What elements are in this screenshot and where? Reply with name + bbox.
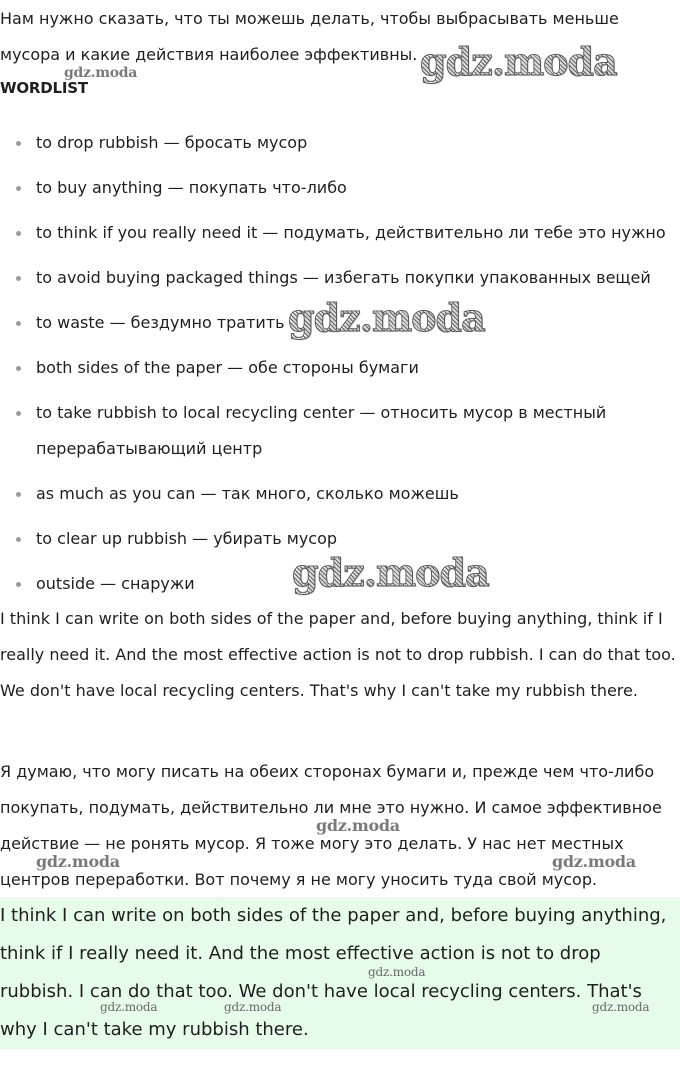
list-item	[0, 215, 680, 251]
watermark-logo: gdz.moda	[224, 1000, 282, 1014]
list-item	[0, 170, 680, 206]
intro-text: Нам нужно сказать, что ты можешь делать, чтобы выбрасывать меньше мусора и какие действия наиболее эффективны.	[0, 9, 619, 64]
bullet-icon	[16, 186, 21, 191]
bullet-icon	[16, 276, 21, 281]
list-item-text: to take rubbish to local recycling center — относить мусор в местный перерабатывающий центр	[36, 403, 607, 458]
list-item-text: to waste — бездумно тратить	[36, 313, 285, 332]
bullet-icon	[16, 492, 21, 497]
list-item-text: to think if you really need it — подумать, действительно ли тебе это нужно	[36, 223, 666, 242]
watermark-logo: gdz.moda	[420, 39, 617, 84]
watermark-logo: gdz.moda	[100, 1000, 158, 1014]
wordlist	[0, 125, 680, 611]
list-item	[0, 395, 680, 467]
answer-russian: Я думаю, что могу писать на обеих сторонах бумаги и, прежде чем что-либо покупать, подумать, действительно ли мне это нужно. И самое эффективное действие — не ронять мусор. Я тоже могу это делать. У нас нет местных центров переработки. Вот почему я не могу уносить туда свой мусор.	[0, 762, 662, 889]
list-item-text: to clear up rubbish — убирать мусор	[36, 529, 338, 548]
list-item-text: outside — снаружи	[36, 574, 195, 593]
watermark-logo: gdz.moda	[552, 852, 636, 871]
bullet-icon	[16, 141, 21, 146]
list-item-text: to drop rubbish — бросать мусор	[36, 133, 308, 152]
highlight-block	[0, 897, 680, 1049]
watermark-logo: gdz.moda	[64, 65, 138, 81]
watermark-logo: gdz.moda	[368, 965, 426, 979]
bullet-icon	[16, 537, 21, 542]
bullet-icon	[16, 582, 21, 587]
watermark-logo: gdz.moda	[36, 852, 120, 871]
bullet-icon	[16, 411, 21, 416]
bullet-icon	[16, 321, 21, 326]
bullet-icon	[16, 366, 21, 371]
watermark-logo: gdz.moda	[292, 550, 489, 595]
list-item	[0, 350, 680, 386]
list-item-text: both sides of the paper — обе стороны бумаги	[36, 358, 419, 377]
list-item-text: to avoid buying packaged things — избегать покупки упакованных вещей	[36, 268, 651, 287]
answer-english: I think I can write on both sides of the paper and, before buying anything, think if I really need it. And the most effective action is not to drop rubbish. I can do that too. We don't have local recycling centers. That's why I can't take my rubbish there.	[0, 609, 676, 700]
list-item-text: as much as you can — так много, сколько можешь	[36, 484, 459, 503]
list-item	[0, 125, 680, 161]
list-item	[0, 476, 680, 512]
list-item	[0, 260, 680, 296]
watermark-logo: gdz.moda	[288, 295, 485, 340]
list-item-text: to buy anything — покупать что-либо	[36, 178, 347, 197]
wordlist-heading: WORDLIST	[0, 79, 88, 97]
watermark-logo: gdz.moda	[592, 1000, 650, 1014]
highlighted-answer: I think I can write on both sides of the paper and, before buying anything, think if I really need it. And the most effective action is not to drop rubbish. I can do that too. We don't have local recycling centers. That's why I can't take my rubbish there.	[0, 905, 667, 1040]
watermark-logo: gdz.moda	[316, 816, 400, 835]
bullet-icon	[16, 231, 21, 236]
